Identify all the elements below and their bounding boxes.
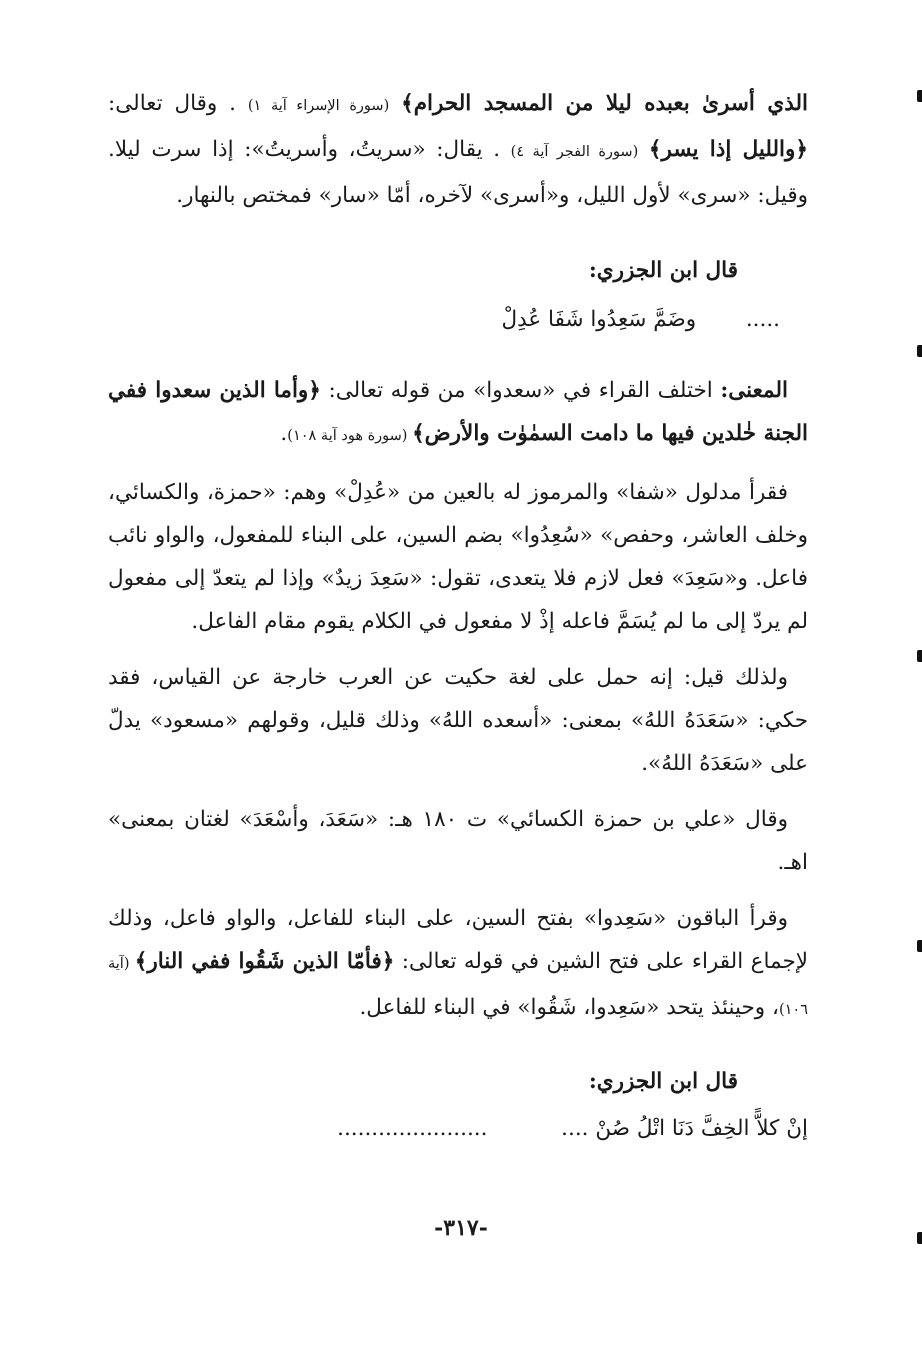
quran-quote-shaqu: ﴿فأمّا الذين شَقُوا ففي النار﴾	[134, 949, 395, 974]
reference-fajr: (سورة الفجر آية ٤)	[510, 144, 639, 160]
reference-isra: (سورة الإسراء آية ١)	[247, 98, 390, 114]
paragraph-4-text: ولذلك قيل: إنه حمل على لغة حكيت عن العرب خارجة عن القياس، فقد حكي: «سَعَدَهُ اللهُ» بمعنى: «أسعده اللهُ» وذلك قليل، وقولهم «مسعود» يدلّ على «سَعَدَهُ اللهُ».	[108, 665, 808, 776]
margin-mark	[917, 650, 922, 662]
verse-text-1: وضَمَّ سَعِدُوا شَفَا عُدِلْ	[501, 307, 697, 332]
quran-quote-fajr: ﴿والليل إذا يسر﴾	[648, 137, 808, 162]
paragraph-5-text: وقال «علي بن حمزة الكسائي» ت ١٨٠ هـ: «سَعَدَ، وأسْعَدَ» لغتان بمعنى» اهـ.	[108, 807, 808, 875]
paragraph-1-text-b: . يقال: «سريتُ، وأسريتُ»: إذا سرت ليلا. وقيل: «سرى» لأول الليل، و«أسرى» لآخره، أمّا «سار» فمختص بالنهار.	[108, 137, 808, 208]
paragraph-3	[108, 471, 808, 643]
paragraph-6-text-a: وقرأ الباقون «سَعِدوا» بفتح السين، على البناء للفاعل، والواو فاعل، وذلك لإجماع القراء على فتح الشين في قوله تعالى:	[108, 906, 808, 974]
reference-hud: (سورة هود آية ١٠٨)	[287, 428, 413, 444]
paragraph-6-text-b: ، وحينئذ يتحد «سَعِدوا، شَقُوا» في البناء للفاعل.	[359, 995, 779, 1020]
section-heading-1: قال ابن الجزري:	[588, 258, 738, 283]
verse-line-1	[108, 298, 808, 341]
paragraph-5	[108, 798, 808, 884]
paragraph-2-text-b: .	[280, 421, 288, 446]
paragraph-1-text-a: . وقال تعالى:	[108, 91, 236, 116]
page-number: -٣١٧-	[434, 1215, 488, 1241]
paragraph-1	[108, 82, 808, 217]
reference-ayah-106: (آية ١٠٦)	[108, 956, 808, 1018]
margin-mark	[917, 940, 922, 952]
meaning-label: المعنى:	[720, 378, 788, 403]
verse-line-2	[108, 1107, 808, 1150]
paragraph-2-text-a: اختلف القراء في «سعدوا» من قوله تعالى:	[320, 378, 721, 403]
paragraph-6	[108, 897, 808, 1032]
paragraph-3-text: فقرأ مدلول «شفا» والمرموز له بالعين من «عُدِلْ» وهم: «حمزة، والكسائي، وخلف العاشر، وحفص» «سُعِدُوا» بضم السين، على البناء للمفعول، والواو نائب فاعل. و«سَعِدَ» فعل لازم فلا يتعدى، تقول: «سَعِدَ زيدٌ» وإذا لم يتعدّ إلى مفعول لم يردّ إلى ما لم يُسَمَّ فاعله إذْ لا مفعول في الكلام يقوم مقام الفاعل.	[108, 480, 808, 634]
verse-text-2: إنْ كلاًّ الخِفَّ دَنَا اتْلُ صُنْ	[595, 1116, 808, 1141]
quran-quote-isra: الذي أسرىٰ بعبده ليلا من المسجد الحرام﴾	[401, 91, 808, 116]
verse-dots-end-2: ......................	[337, 1116, 488, 1141]
page-body	[108, 82, 808, 1282]
section-heading-2: قال ابن الجزري:	[588, 1069, 738, 1094]
margin-mark	[917, 1232, 922, 1244]
quran-quote-hud: ﴿وأما الذين سعدوا ففي الجنة خٰلدين فيها ما دامت السمٰوٰت والأرض﴾	[108, 378, 808, 446]
verse-dots-mid-2: ....	[561, 1116, 589, 1141]
verse-dots-mid: .....	[745, 307, 780, 332]
paragraph-4	[108, 656, 808, 785]
margin-mark	[917, 90, 922, 102]
margin-mark	[917, 345, 922, 357]
paragraph-2	[108, 369, 808, 458]
